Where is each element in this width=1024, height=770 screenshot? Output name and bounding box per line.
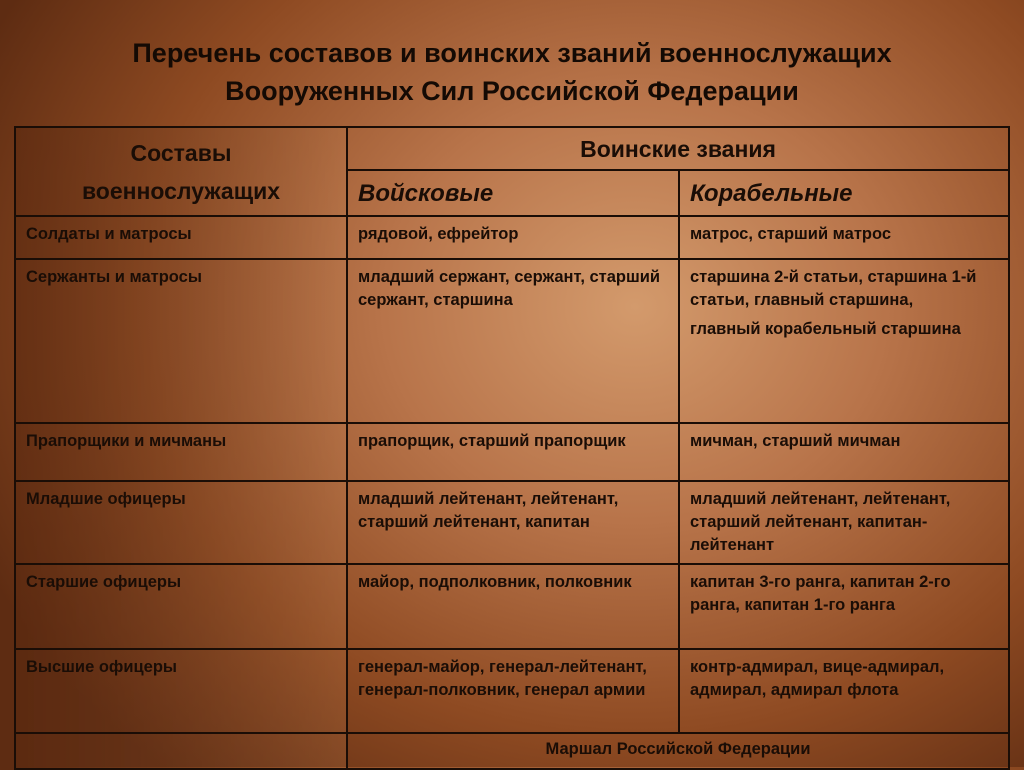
slide-title (0, 34, 1024, 110)
navy-text: старшина 2-й статьи, старшина 1-й статьи, главный старшина, (690, 268, 977, 309)
navy-cell: мичман, старший мичман (679, 423, 1009, 481)
table-row (15, 216, 1009, 259)
army-cell: прапорщик, старший прапорщик (347, 423, 679, 481)
table-row (15, 481, 1009, 564)
group-cell: Высшие офицеры (15, 649, 347, 733)
army-cell: генерал-майор, генерал-лейтенант, генерал-полковник, генерал армии (347, 649, 679, 733)
table-row (15, 649, 1009, 733)
table-row (15, 259, 1009, 423)
header-ranks: Воинские звания (347, 127, 1009, 170)
group-cell: Прапорщики и мичманы (15, 423, 347, 481)
group-cell: Сержанты и матросы (15, 259, 347, 423)
table-row (15, 564, 1009, 649)
group-cell: Младшие офицеры (15, 481, 347, 564)
table-row (15, 423, 1009, 481)
army-cell: младший лейтенант, лейтенант, старший лейтенант, капитан (347, 481, 679, 564)
title-line-1: Перечень составов и воинских званий военнослужащих (132, 38, 892, 68)
navy-cell: младший лейтенант, лейтенант, старший лейтенант, капитан- лейтенант (679, 481, 1009, 564)
army-cell: рядовой, ефрейтор (347, 216, 679, 259)
navy-text: главный корабельный старшина (690, 320, 961, 338)
header-navy: Корабельные (679, 170, 1009, 216)
header-army: Войсковые (347, 170, 679, 216)
group-cell: Солдаты и матросы (15, 216, 347, 259)
table-row (15, 733, 1009, 769)
navy-cell (679, 259, 1009, 423)
army-cell: майор, подполковник, полковник (347, 564, 679, 649)
navy-cell: капитан 3-го ранга, капитан 2-го ранга, капитан 1-го ранга (679, 564, 1009, 649)
title-line-2: Вооруженных Сил Российской Федерации (225, 76, 799, 106)
navy-cell: контр-адмирал, вице-адмирал, адмирал, адмирал флота (679, 649, 1009, 733)
header-composition: Составы военнослужащих (15, 127, 347, 216)
group-cell: Старшие офицеры (15, 564, 347, 649)
navy-cell: матрос, старший матрос (679, 216, 1009, 259)
marshal-cell: Маршал Российской Федерации (347, 733, 1009, 769)
ranks-table (14, 126, 1010, 770)
army-cell: младший сержант, сержант, старший сержант, старшина (347, 259, 679, 423)
empty-cell (15, 733, 347, 769)
